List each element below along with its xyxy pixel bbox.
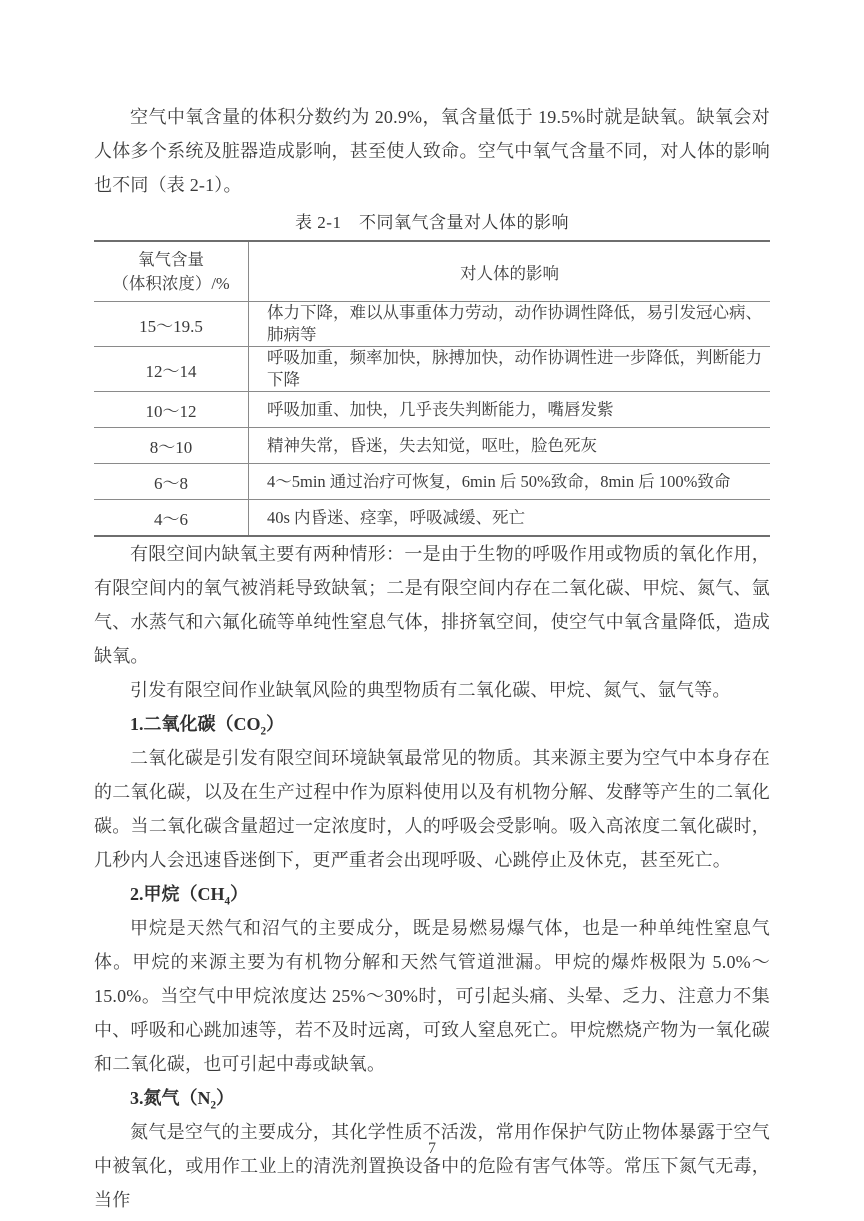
oxygen-content-header-line2: （体积浓度）/% xyxy=(112,273,230,293)
table-row xyxy=(94,464,770,500)
effect-cell: 呼吸加重，频率加快，脉搏加快，动作协调性进一步降低，判断能力下降 xyxy=(249,347,771,392)
table-caption: 表 2-1 不同氧气含量对人体的影响 xyxy=(295,213,569,232)
typical-substances-paragraph: 引发有限空间作业缺氧风险的典型物质有二氧化碳、甲烷、氮气、氩气等。 xyxy=(130,680,731,700)
table-header-row xyxy=(94,241,770,302)
effect-cell: 40s 内昏迷、痉挛，呼吸减缓、死亡 xyxy=(267,507,526,527)
table-row xyxy=(94,428,770,464)
oxygen-range-cell: 6～8 xyxy=(94,464,249,500)
section-heading-co2 xyxy=(94,707,770,741)
effect-cell: 体力下降，难以从事重体力劳动，动作协调性降低，易引发冠心病、肺病等 xyxy=(249,302,771,347)
heading-text: 1.二氧化碳（CO xyxy=(130,714,261,734)
subscript: 4 xyxy=(224,895,231,908)
causes-paragraph: 有限空间内缺氧主要有两种情形：一是由于生物的呼吸作用或物质的氧化作用，有限空间内的氧气被消耗导致缺氧；二是有限空间内存在二氧化碳、甲烷、氮气、氩气、水蒸气和六氟化硫等单纯性窒息气体，排挤氧空间，使空气中氧含量降低，造成缺氧。 xyxy=(94,544,770,666)
section-heading-ch4 xyxy=(94,877,770,911)
heading-text: 3.氮气（N xyxy=(130,1088,211,1108)
table-row xyxy=(94,392,770,428)
oxygen-range-cell: 15～19.5 xyxy=(94,302,249,347)
effect-column-header: 对人体的影响 xyxy=(249,241,771,302)
n2-paragraph: 氮气是空气的主要成分，其化学性质不活泼，常用作保护气防止物体暴露于空气中被氧化，或用作工业上的清洗剂置换设备中的危险有害气体等。常压下氮气无毒，当作 xyxy=(94,1122,770,1210)
heading-text: ） xyxy=(266,714,285,734)
oxygen-effects-table xyxy=(94,240,770,537)
table-row xyxy=(94,302,770,347)
heading-text: ） xyxy=(230,884,249,904)
co2-paragraph: 二氧化碳是引发有限空间环境缺氧最常见的物质。其来源主要为空气中本身存在的二氧化碳，以及在生产过程中作为原料使用以及有机物分解、发酵等产生的二氧化碳。当二氧化碳含量超过一定浓度时，人的呼吸会受影响。吸入高浓度二氧化碳时，几秒内人会迅速昏迷倒下，更严重者会出现呼吸、心跳停止及休克，甚至死亡。 xyxy=(94,748,770,870)
effect-cell: 4～5min 通过治疗可恢复，6min 后 50%致命，8min 后 100%致命 xyxy=(249,464,771,500)
table-row xyxy=(94,347,770,392)
oxygen-content-column-header xyxy=(94,241,249,302)
oxygen-range-cell: 8～10 xyxy=(94,428,249,464)
intro-paragraph: 空气中氧含量的体积分数约为 20.9%，氧含量低于 19.5%时就是缺氧。缺氧会对人体多个系统及脏器造成影响，甚至使人致命。空气中氧气含量不同，对人体的影响也不同（表 2-1）。 xyxy=(94,107,770,195)
ch4-paragraph: 甲烷是天然气和沼气的主要成分，既是易燃易爆气体，也是一种单纯性窒息气体。甲烷的来源主要为有机物分解和天然气管道泄漏。甲烷的爆炸极限为 5.0%～15.0%。当空气中甲烷浓度达 25%～30%时，可引起头痛、头晕、乏力、注意力不集中、呼吸和心跳加速等，若不及时远离，可致人窒息死亡。甲烷燃烧产物为一氧化碳和二氧化碳，也可引起中毒或缺氧。 xyxy=(94,918,770,1074)
heading-text: ） xyxy=(216,1088,235,1108)
oxygen-range-cell: 4～6 xyxy=(94,500,249,537)
effect-cell: 呼吸加重、加快，几乎丧失判断能力，嘴唇发紫 xyxy=(249,392,771,428)
subscript: 2 xyxy=(210,1099,217,1112)
effect-cell: 精神失常，昏迷，失去知觉，呕吐，脸色死灰 xyxy=(249,428,771,464)
page-content xyxy=(94,100,770,1217)
table-row xyxy=(94,500,770,537)
oxygen-range-cell: 10～12 xyxy=(94,392,249,428)
page-number: 7 xyxy=(428,1140,436,1157)
heading-text: 2.甲烷（CH xyxy=(130,884,225,904)
oxygen-content-header-line1: 氧气含量 xyxy=(138,249,204,269)
oxygen-range-cell: 12～14 xyxy=(94,347,249,392)
subscript: 2 xyxy=(260,725,267,738)
section-heading-n2 xyxy=(94,1081,770,1115)
